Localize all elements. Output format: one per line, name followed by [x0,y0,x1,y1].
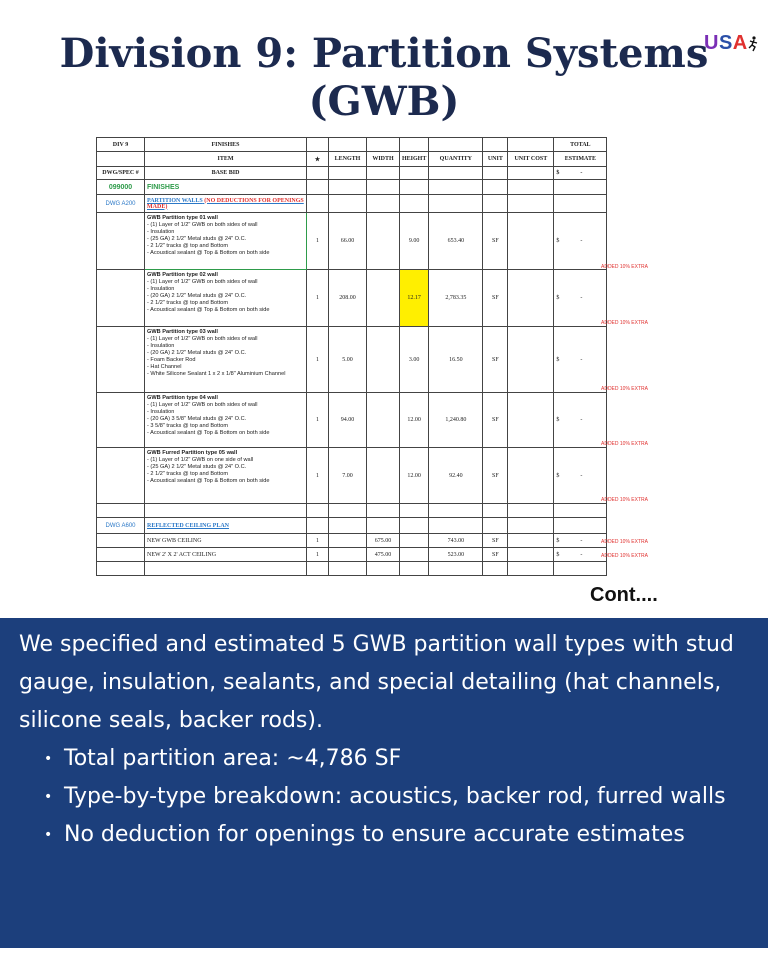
table-row: GWB Partition type 02 wall - (1) Layer of 1/2" GWB on both sides of wall - Insulation - (20 GA) 2 1/2" Metal studs @ 24" O.C. - 2 1/2" tracks @ top and Bottom - Acoustical sealant @ Top & Bottom on both side 1 208.00 12.17 2,783.35 SF $ - [97,270,607,327]
usa-logo: USA [704,32,758,55]
table-row: GWB Partition type 01 wall - (1) Layer of 1/2" GWB on both sides of wall - Insulation - (25 GA) 2 1/2" Metal studs @ 24" O.C. - 2 1/2" tracks @ top and Bottom - Acoustical sealant @ Top & Bottom on both side 1 66.00 9.00 653.40 SF $ - [97,213,607,270]
continued-label: Cont.... [590,584,658,606]
bullet-item: • No deduction for openings to ensure accurate estimates [44,816,754,854]
header-row-1: DIV 9 FINISHES TOTAL [97,138,607,152]
table-row: GWB Partition type 03 wall - (1) Layer of 1/2" GWB on both sides of wall - Insulation - (20 GA) 2 1/2" Metal studs @ 24" O.C. - Foam Backer Rod - Hat Channel - White Silicone Sealant 1 x 2 x 1/8" Aluminium Channel 1 5.00 3.00 16.50 SF $ - [97,327,607,393]
table-row: GWB Furred Partition type 05 wall - (1) Layer of 1/2" GWB on one side of wall - (25 GA) 2 1/2" Metal studs @ 24" O.C. - 2 1/2" tracks @ top and Bottom - Acoustical sealant @ Top & Bottom on both side 1 7.00 12.00 92.40 SF $ - [97,448,607,504]
title-line-1: Division 9: Partition Systems [59,30,709,77]
table-row: NEW 2' X 2' ACT CEILING 1 475.00 523.00 SF $ - [97,548,607,562]
summary-panel [0,618,768,948]
section-row: 099000 FINISHES [97,180,607,195]
bottom-strip [0,948,768,960]
highlighted-height-cell: 12.17 [400,270,429,327]
bullet-item: • Type-by-type breakdown: acoustics, backer rod, furred walls [44,778,754,816]
page-title [0,30,768,126]
extra-note: ADDED 10% EXTRA [601,553,648,559]
a600-row: DWG A600 REFLECTED CEILING PLAN [97,518,607,534]
a200-row: DWG A200 PARTITION WALLS (NO DEDUCTIONS FOR OPENINGS MADE) [97,195,607,213]
table-row: NEW GWB CEILING 1 675.00 743.00 SF $ - [97,534,607,548]
title-line-2: (GWB) [308,78,460,125]
estimate-sheet [96,131,660,581]
extra-note: ADDED 10% EXTRA [601,539,648,545]
extra-note: ADDED 10% EXTRA [601,264,648,270]
runner-figure-icon [748,36,758,52]
summary-bullets [44,740,754,854]
bullet-item: • Total partition area: ~4,786 SF [44,740,754,778]
extra-note: ADDED 10% EXTRA [601,497,648,503]
estimate-table [96,137,607,576]
header-row-2: ITEM ★ LENGTH WIDTH HEIGHT QUANTITY UNIT UNIT COST ESTIMATE [97,152,607,167]
summary-paragraph: We specified and estimated 5 GWB partition wall types with stud gauge, insulation, sealants, and special detailing (hat channels, silicone seals, backer rods). [19,632,734,733]
spacer-row [97,504,607,518]
extra-note: ADDED 10% EXTRA [601,386,648,392]
table-row: GWB Partition type 04 wall - (1) Layer of 1/2" GWB on both sides of wall - Insulation - (20 GA) 3 5/8" Metal studs @ 24" O.C. - 3 5/8" tracks @ top and Bottom - Acoustical sealant @ Top & Bottom on both side 1 94.00 12.00 1,240.80 SF $ - [97,393,607,448]
header-row-3: DWG/SPEC # BASE BID $ - [97,167,607,180]
extra-note: ADDED 10% EXTRA [601,441,648,447]
extra-note: ADDED 10% EXTRA [601,320,648,326]
spacer-row [97,562,607,576]
